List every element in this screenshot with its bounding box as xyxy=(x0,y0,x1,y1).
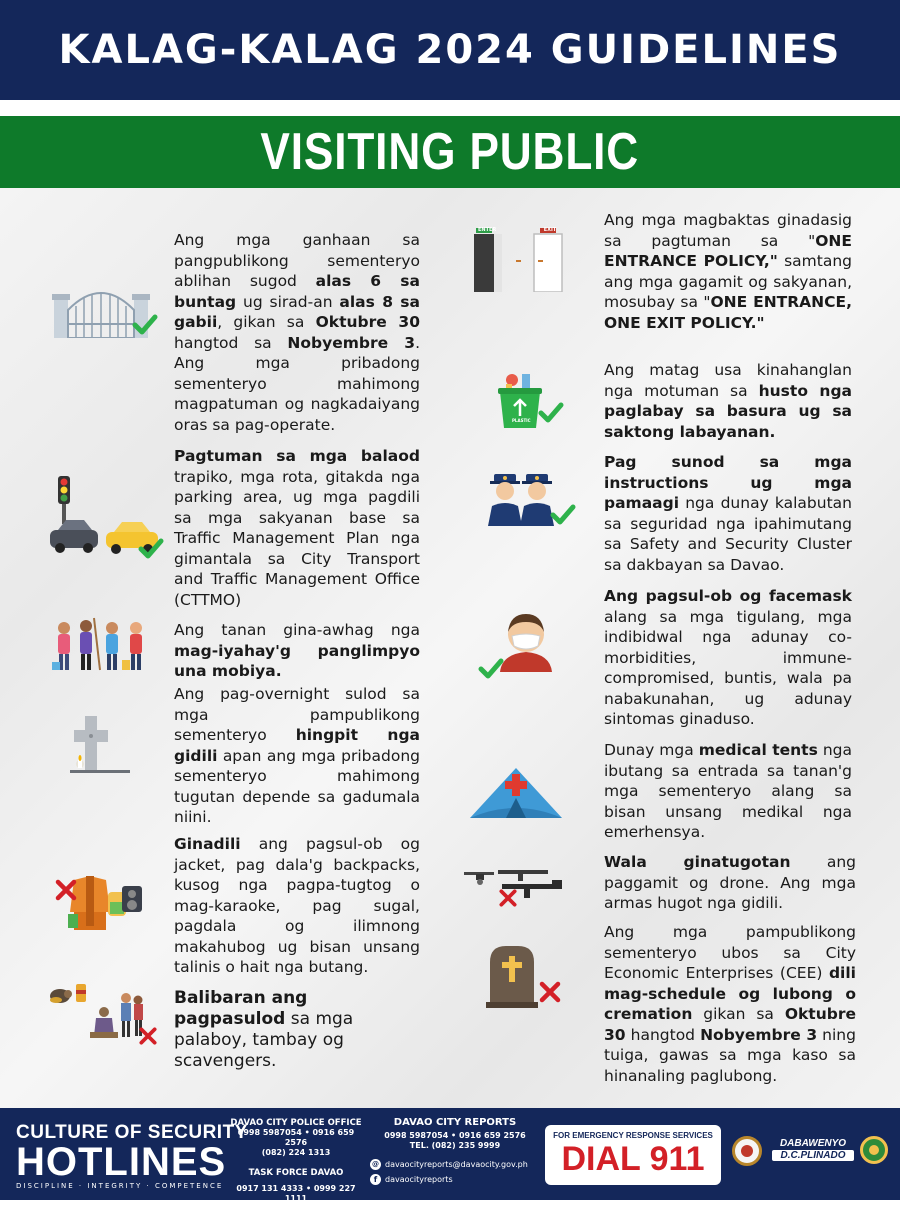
prohibited-items-icon xyxy=(50,872,174,962)
facebook-handle: davaocityreports xyxy=(385,1174,453,1184)
cross-icon xyxy=(538,980,562,1004)
brand-bottom-text: D.C.PLINADO xyxy=(772,1150,854,1161)
check-icon xyxy=(538,400,564,426)
dial-911-label: DIAL 911 xyxy=(561,1140,705,1178)
exit-sign-label: EXIT xyxy=(543,227,557,233)
facebook-icon: f xyxy=(370,1174,381,1185)
guideline-text: Pag sunod sa mga instructions ug mga pamaagi nga dunay kalabutan sa seguridad nga ipahimutang sa Safety and Security Cluster sa dakbayan sa Davao. xyxy=(604,453,852,574)
cross-icon xyxy=(498,888,518,908)
guideline-drones-weapons xyxy=(462,852,856,926)
guideline-text: Ang mga ganhaan sa pangpublikong sementeryo ablihan sugod alas 6 sa buntag ug sirad-an alas 8 sa gabii, gikan sa Oktubre 30 hangtod sa Nobyembre 3. Ang mga pribadong sementeryo mahimong magpatuman og nagkadaiyang oras sa pag-operate. xyxy=(174,231,421,434)
guideline-text: Ang matag usa kinahanglan nga motuman sa husto nga paglabay sa basura ug sa saktong labayanan. xyxy=(604,361,853,441)
email-address: davaocityreports@davaocity.gov.ph xyxy=(385,1159,528,1169)
hotlines-footer xyxy=(0,1108,900,1213)
guideline-vagrants xyxy=(46,988,424,1072)
task-force-tel: TEL. (082) 224 0911 xyxy=(250,1204,342,1213)
grave-cross-icon xyxy=(50,716,174,806)
guideline-text: Ang tanan gina-awhag nga mag-iyahay'g panglimpyo una mobiya. xyxy=(174,621,420,680)
guideline-facemask xyxy=(466,586,852,730)
guideline-text: Pagtuman sa mga balaod trapiko, mga rota, gitakda nga parking area, ug mga pagdili sa mga sakyanan base sa Traffic Management Plan nga gimantala sa City Transport and Traffic Management Office (CTTMO) xyxy=(174,447,420,609)
cleaning-people-icon xyxy=(50,616,174,676)
vagrants-icon xyxy=(46,980,174,1060)
section-banner xyxy=(0,116,900,188)
gate-icon xyxy=(50,268,174,348)
police-office-numbers: 0998 5987054 • 0916 659 2576 xyxy=(237,1128,355,1147)
medical-tent-icon xyxy=(466,758,604,848)
emergency-label: FOR EMERGENCY RESPONSE SERVICES xyxy=(553,1131,713,1140)
hotlines-title-block xyxy=(16,1122,248,1190)
check-icon xyxy=(478,656,504,682)
email-icon: @ xyxy=(372,1160,379,1168)
police-office-title: DAVAO CITY POLICE OFFICE xyxy=(230,1118,362,1128)
tombstone-icon xyxy=(466,940,604,1030)
guideline-text: Ang mga pampublikong sementeryo ubos sa City Economic Enterprises (CEE) dili mag-schedule og lubong o cremation gikan sa Oktubre 30 hangtod Nobyembre 3 ning tuiga, gawas sa mga kaso sa hinanaling paglubong. xyxy=(604,923,856,1085)
guideline-medical-tents xyxy=(466,740,852,848)
cross-icon xyxy=(54,878,78,902)
guideline-text: Ang pagsul-ob og facemask alang sa mga tigulang, mga indibidwal nga adunay co-morbidities, immune-compromised, buntis, wala pa nabakunahan, ug adunay sintomas ginaduso. xyxy=(604,587,852,728)
check-icon xyxy=(132,312,158,338)
facebook-row[interactable] xyxy=(370,1174,540,1185)
police-office-tel: (082) 224 1313 xyxy=(261,1148,331,1157)
traffic-icon xyxy=(50,474,174,564)
page-title: KALAG-KALAG 2024 GUIDELINES xyxy=(58,27,842,73)
city-reports-contacts xyxy=(370,1118,540,1185)
guideline-overnight xyxy=(50,684,420,828)
guidelines-content xyxy=(0,188,900,1108)
city-reports-title: DAVAO CITY REPORTS xyxy=(393,1117,517,1128)
guideline-text: Dunay mga medical tents nga ibutang sa entrada sa tanan'g mga sementeryo alang sa bisan unsang medikal nga emerhensya. xyxy=(604,741,852,841)
dabawenyo-brand xyxy=(768,1138,858,1161)
guideline-cemetery-hours xyxy=(50,230,420,435)
office-seal-icon xyxy=(860,1136,888,1164)
guideline-prohibited-items xyxy=(50,834,420,978)
guideline-waste-disposal xyxy=(466,360,852,442)
city-reports-tel: TEL. (082) 235 9999 xyxy=(409,1141,501,1150)
guideline-one-entrance xyxy=(466,210,852,333)
guideline-text: Ang pag-overnight sulod sa mga pampublikong sementeryo hingpit nga gidili apan ang mga pribadong sementeryo mahimong tugutan depende sa gadumala niini. xyxy=(174,685,421,826)
brand-top-text: DABAWENYO xyxy=(779,1138,847,1149)
motto-label: DISCIPLINE · INTEGRITY · COMPETENCE xyxy=(16,1182,224,1190)
task-force-numbers: 0917 131 4333 • 0999 227 1111 xyxy=(236,1184,356,1203)
check-icon xyxy=(550,502,576,528)
section-title: VISITING PUBLIC xyxy=(260,123,640,181)
check-icon xyxy=(138,536,164,562)
plastic-label: PLASTIC xyxy=(512,418,531,423)
guideline-traffic xyxy=(50,446,420,610)
guideline-text: Ang mga magbaktas ginadasig sa pagtuman sa "ONE ENTRANCE POLICY," samtang ang mga gagamit og sakyanan, mosubay sa "ONE ENTRANCE, ONE EXIT POLICY." xyxy=(604,211,853,332)
task-force-title: TASK FORCE DAVAO xyxy=(248,1168,344,1178)
entrance-exit-doors-icon xyxy=(466,228,604,318)
city-reports-numbers: 0998 5987054 • 0916 659 2576 xyxy=(384,1131,526,1140)
city-seal-icon xyxy=(732,1136,762,1166)
header-banner xyxy=(0,0,900,100)
dial-911-box xyxy=(545,1125,721,1185)
guideline-cleaning xyxy=(50,620,420,682)
hotlines-label: HOTLINES xyxy=(16,1140,227,1184)
guideline-text: Wala ginatugotan ang paggamit og drone. Ang mga armas hugot nga gidili. xyxy=(604,853,857,912)
enter-sign-label: ENTER xyxy=(478,227,497,233)
guideline-text: Ginadili ang pagsul-ob og jacket, pag dala'g backpacks, kusog nga pagpa-tugtog o mag-karaoke, pag sugal, pagdala og ilimnong makahubog ug bisan unsang talinis o hait nga butang. xyxy=(174,835,420,976)
email-row[interactable] xyxy=(370,1159,540,1170)
police-officers-icon xyxy=(466,468,604,538)
facemask-person-icon xyxy=(466,606,604,696)
drone-weapons-icon xyxy=(462,866,604,926)
guideline-security-instructions xyxy=(466,452,852,575)
cross-icon xyxy=(138,1026,158,1046)
guideline-text: Balibaran ang pagpasulod sa mga palaboy, tambay og scavengers. xyxy=(174,988,354,1071)
recycle-bin-icon xyxy=(466,370,604,440)
guideline-burial-schedule xyxy=(466,922,856,1086)
culture-of-security-label: CULTURE OF SECURITY xyxy=(16,1122,248,1143)
